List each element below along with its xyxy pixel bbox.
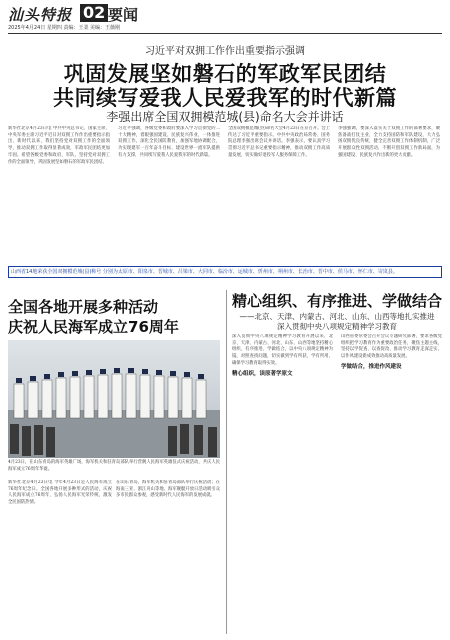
right-column-1-text: 深入贯彻中央八项规定精神学习教育开展以来，北京、天津、内蒙古、河北、山东、山西等地坚持精心组织、有序推进、学做结合，以中央八项规定精神为镜，对照查找问题，切实做到学有所获、学有所用，确保学习教育取得实效。: [232, 334, 333, 366]
right-headline: 精心组织、有序推进、学做结合: [232, 292, 443, 310]
left-headline-1: 全国各地开展多种活动: [8, 298, 159, 316]
lead-body: [8, 126, 442, 262]
section-name: 要闻: [108, 6, 139, 24]
lead-headline-2: 共同续写爱我人民爱我军的时代新篇: [53, 86, 397, 110]
lead-column-1: 新华社北京4月23日电 中共中央总书记、国家主席、中央军委主席习近平近日对双拥工作作出重要指示指出，新时代以来，我们坚持党对双拥工作的全面领导，推动双拥工作取得显著成效，军政军民团结更加牢固。希望各级党委和政府、军队，坚持党对双拥工作的全面领导，巩固发展坚如磐石的军政军民团结。: [8, 126, 110, 165]
left-column-2: 在山东青岛，海军机关和驻青岛部队举行庆祝活动；在海南三亚、浙江舟山等地，海军舰艇开放日活动吸引众多市民群众参观，感受新时代人民海军的发展成就。: [116, 480, 220, 499]
newspaper-logo: 汕头特报: [8, 6, 73, 24]
right-subtitle-1: 精心组织，读原著学原文: [232, 370, 293, 377]
page-number: 02: [80, 4, 108, 22]
lead-column-3: 全国双拥模范城(县)命名大会4月23日在京召开。会上传达了习近平重要指示。中共中央政治局常委、国务院总理李强出席会议并讲话。李强表示，要认真学习贯彻习近平总书记重要指示精神，推动双拥工作高质量发展，切实做好退役军人服务保障工作。: [228, 126, 330, 158]
lead-column-2: 习近平强调，各级党委和政府要深入学习贯彻党的二十大精神，着眼强国建设、民族复兴伟业，一体推进双拥工作，深化全民国防教育，加强军地协调配合，为实现建军一百年奋斗目标、建设世界一流军队提供有力支撑，共同续写爱我人民爱我军的时代新篇。: [118, 126, 220, 158]
right-column-2: [341, 334, 442, 634]
right-subhead-1: ——北京、天津、内蒙古、河北、山东、山西等地扎实推进: [239, 312, 435, 321]
right-subtitle-2: 学做结合，推进作风建设: [341, 363, 402, 370]
right-subhead-2: 深入贯彻中央八项规定精神学习教育: [277, 322, 397, 331]
right-column-1: [232, 334, 333, 634]
lead-subhead: 李强出席全国双拥模范城(县)命名大会并讲话: [106, 110, 344, 124]
masthead-bar: [8, 4, 442, 30]
left-headline-2: 庆祝人民海军成立76周年: [8, 318, 179, 336]
column-divider: [226, 290, 227, 634]
navy-parade-photo-illustration: [8, 340, 220, 458]
right-column-2-text: 山西省委常委会召开会议专题研究部署，要求各级党组织把学习教育作为重要政治任务，聚焦主题主线，坚持以学促查、以查促改，推动学习教育走深走实，以作风建设新成效推动高质量发展。: [341, 334, 442, 360]
left-column-1: 新华社北京4月23日电 今年4月23日是人民海军成立76周年纪念日。全国各地开展多种形式的活动，庆祝人民海军成立76周年，弘扬人民海军光荣传统，激发全民国防热情。: [8, 480, 112, 506]
honor-banner: [8, 266, 442, 278]
date-line: 2025年4月24日 星期四 责编：王柔 美编：王薇刚: [8, 25, 121, 31]
navy-parade-photo: [8, 340, 220, 458]
honor-banner-text: 山西省14地荣获全国双拥模范城(县)称号 分别为太原市、阳泉市、晋城市、吕梁市、大同市、临汾市、运城市、忻州市、朔州市、长治市、晋中市、侯马市、怀仁市、岢岚县。: [11, 269, 398, 275]
lead-column-4: 李强强调，要深入落实关于双拥工作的部署要求，聚焦备战打仗主业，全力支持国防和军队建设，大力弘扬双拥优良传统，健全完善双拥工作体制机制，广泛开展群众性双拥活动，不断开创双拥工作新局面，为强国建设、民族复兴作出新的更大贡献。: [338, 126, 440, 158]
lead-headline-1: 巩固发展坚如磐石的军政军民团结: [63, 62, 387, 86]
lead-kicker: 习近平对双拥工作作出重要指示强调: [145, 46, 305, 57]
photo-caption: 4月23日，在山东青岛的海军英雄广场，海军机关和驻青岛部队举行营舰人民海军英雄仪式庆祝活动，共庆人民海军成立76周年华诞。: [8, 460, 220, 472]
masthead-rule: [8, 33, 442, 34]
